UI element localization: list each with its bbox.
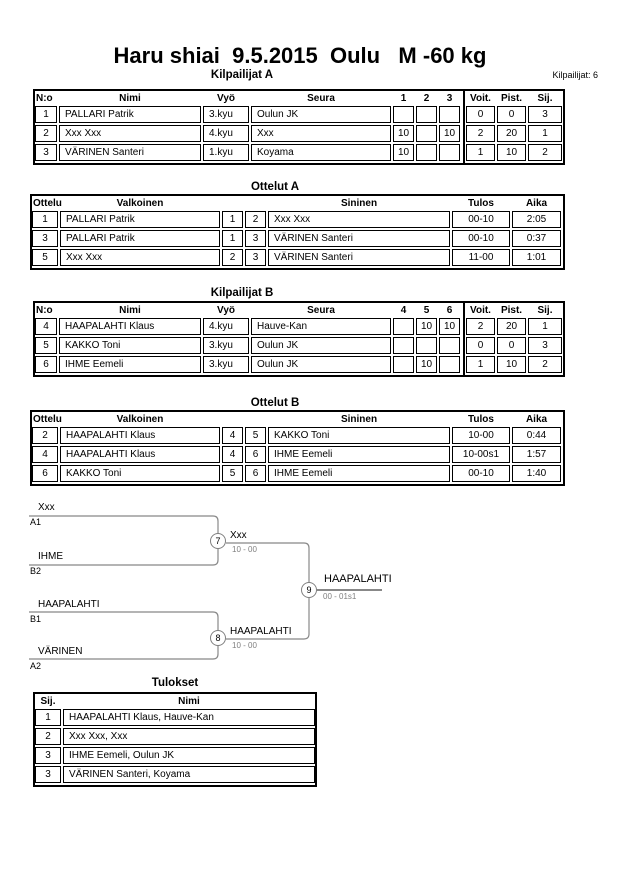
score-vs-5: 10 [416, 318, 437, 335]
result-row [35, 747, 315, 764]
match-time: 1:01 [512, 249, 561, 266]
blue-no: 3 [245, 230, 266, 247]
result-row [35, 766, 315, 783]
pool-b-table [33, 301, 565, 377]
col-header-club: Seura [307, 305, 335, 316]
matches-a-header-row [32, 196, 563, 211]
white-no: 5 [222, 465, 243, 482]
score-vs-1: 10 [393, 125, 414, 142]
col-header-m3: 3 [446, 93, 453, 104]
match-no: 1 [32, 211, 58, 228]
score-vs-1: 10 [393, 144, 414, 161]
col-header-m2: 2 [423, 93, 430, 104]
match-row [32, 465, 563, 482]
wins: 2 [466, 318, 495, 335]
results-header-row [35, 694, 315, 709]
match-no: 4 [32, 446, 58, 463]
col-header-time: Aika [525, 414, 548, 425]
col-header-no: N:o [36, 305, 53, 316]
blue-no: 5 [245, 427, 266, 444]
wins: 2 [466, 125, 495, 142]
place: 2 [528, 356, 562, 373]
competitor-name: VÄRINEN Santeri [59, 144, 201, 161]
competitor-club: Oulun JK [251, 356, 391, 373]
bracket-seed-label: B2 [30, 566, 42, 576]
blue-name: VÄRINEN Santeri [268, 230, 450, 247]
competitor-club: Xxx [251, 125, 391, 142]
pool-a-header-row [35, 91, 563, 106]
white-name: PALLARI Patrik [60, 211, 220, 228]
result-name: HAAPALAHTI Klaus, Hauve-Kan [63, 709, 315, 726]
col-header-club: Seura [307, 93, 335, 104]
competitor-row [35, 337, 563, 354]
blue-no: 3 [245, 249, 266, 266]
col-header-belt: Vyö [217, 305, 235, 316]
result-name: IHME Eemeli, Oulun JK [63, 747, 315, 764]
blue-no: 2 [245, 211, 266, 228]
wins: 1 [466, 356, 495, 373]
points: 10 [497, 356, 526, 373]
match-no: 6 [32, 465, 58, 482]
final-bracket [20, 495, 420, 677]
bracket-seed-name: HAAPALAHTI [38, 599, 100, 610]
competitor-name: PALLARI Patrik [59, 106, 201, 123]
match-result: 10-00 [452, 427, 510, 444]
score-vs-3 [439, 144, 460, 161]
result-name: VÄRINEN Santeri, Koyama [63, 766, 315, 783]
group-separator [463, 91, 465, 163]
match-result: 00-10 [452, 230, 510, 247]
pool-a-table [33, 89, 565, 165]
results-table [33, 692, 317, 787]
points: 20 [497, 125, 526, 142]
col-header-blue: Sininen [340, 198, 378, 209]
score-vs-6: 10 [439, 318, 460, 335]
col-header-result: Tulos [468, 414, 494, 425]
group-separator [463, 303, 465, 375]
competitor-no: 3 [35, 144, 57, 161]
white-no: 4 [222, 427, 243, 444]
score-vs-5: 10 [416, 356, 437, 373]
place: 1 [528, 318, 562, 335]
col-header-name: Nimi [119, 305, 141, 316]
competitor-belt: 4.kyu [203, 318, 249, 335]
result-place: 3 [35, 747, 61, 764]
competitor-club: Oulun JK [251, 106, 391, 123]
matches-a-table [30, 194, 565, 270]
col-header-blue: Sininen [340, 414, 378, 425]
blue-name: IHME Eemeli [268, 446, 450, 463]
semifinal-2-winner: HAAPALAHTI [230, 626, 292, 637]
competitor-row [35, 125, 563, 142]
score-vs-4 [393, 318, 414, 335]
col-header-white: Valkoinen [116, 414, 164, 425]
competitor-row [35, 356, 563, 373]
bracket-seed-label: B1 [30, 614, 42, 624]
bracket-seed-name: VÄRINEN [38, 646, 83, 657]
blue-no: 6 [245, 446, 266, 463]
match-9-number: 9 [301, 582, 317, 598]
competitor-belt: 4.kyu [203, 125, 249, 142]
white-name: HAAPALAHTI Klaus [60, 427, 220, 444]
wins: 0 [466, 337, 495, 354]
points: 0 [497, 106, 526, 123]
result-row [35, 728, 315, 745]
final-winner: HAAPALAHTI [324, 573, 392, 585]
col-header-m4: 4 [400, 305, 407, 316]
white-name: PALLARI Patrik [60, 230, 220, 247]
col-header-m5: 5 [423, 305, 430, 316]
page-title: Haru shiai 9.5.2015 Oulu M -60 kg [113, 43, 487, 68]
place: 3 [528, 337, 562, 354]
white-no: 4 [222, 446, 243, 463]
result-place: 2 [35, 728, 61, 745]
score-vs-2 [416, 106, 437, 123]
score-vs-6 [439, 337, 460, 354]
col-header-spacer [222, 412, 243, 427]
match-no: 2 [32, 427, 58, 444]
score-vs-4 [393, 337, 414, 354]
col-header-place: Sij. [537, 305, 553, 316]
bracket-seed-label: A1 [30, 517, 42, 527]
matches-a-title: Ottelut A [250, 181, 300, 193]
col-header-spacer [245, 196, 266, 211]
col-header-place: Sij. [40, 696, 56, 707]
competitor-belt: 1.kyu [203, 144, 249, 161]
col-header-belt: Vyö [217, 93, 235, 104]
match-8-number: 8 [210, 630, 226, 646]
white-no: 2 [222, 249, 243, 266]
wins: 0 [466, 106, 495, 123]
col-header-name: Nimi [178, 696, 200, 707]
match-result: 00-10 [452, 465, 510, 482]
match-time: 1:40 [512, 465, 561, 482]
match-result: 11-00 [452, 249, 510, 266]
score-vs-6 [439, 356, 460, 373]
col-header-place: Sij. [537, 93, 553, 104]
match-result: 10-00s1 [452, 446, 510, 463]
semifinal-1-winner: Xxx [230, 530, 247, 541]
result-name: Xxx Xxx, Xxx [63, 728, 315, 745]
match-no: 3 [32, 230, 58, 247]
competitor-no: 2 [35, 125, 57, 142]
col-header-wins: Voit. [470, 305, 491, 316]
competitor-belt: 3.kyu [203, 356, 249, 373]
score-vs-2 [416, 125, 437, 142]
col-header-white: Valkoinen [116, 198, 164, 209]
col-header-match: Ottelu [33, 414, 62, 425]
white-no: 1 [222, 230, 243, 247]
competitor-club: Hauve-Kan [251, 318, 391, 335]
wins: 1 [466, 144, 495, 161]
bracket-seed-name: Xxx [38, 502, 55, 513]
col-header-name: Nimi [119, 93, 141, 104]
place: 1 [528, 125, 562, 142]
match-time: 0:44 [512, 427, 561, 444]
points: 10 [497, 144, 526, 161]
competitor-belt: 3.kyu [203, 106, 249, 123]
match-row [32, 249, 563, 266]
blue-name: KAKKO Toni [268, 427, 450, 444]
competitor-row [35, 318, 563, 335]
matches-b-header-row [32, 412, 563, 427]
score-vs-3 [439, 106, 460, 123]
score-vs-5 [416, 337, 437, 354]
bracket-seed-label: A2 [30, 661, 42, 671]
blue-name: IHME Eemeli [268, 465, 450, 482]
col-header-result: Tulos [468, 198, 494, 209]
competitor-no: 6 [35, 356, 57, 373]
place: 2 [528, 144, 562, 161]
white-name: HAAPALAHTI Klaus [60, 446, 220, 463]
col-header-points: Pist. [500, 93, 523, 104]
score-vs-1 [393, 106, 414, 123]
col-header-m1: 1 [400, 93, 407, 104]
pool-b-title: Kilpailijat B [210, 287, 274, 299]
blue-no: 6 [245, 465, 266, 482]
competitor-no: 1 [35, 106, 57, 123]
competitor-no: 4 [35, 318, 57, 335]
result-place: 1 [35, 709, 61, 726]
match-time: 1:57 [512, 446, 561, 463]
points: 20 [497, 318, 526, 335]
white-no: 1 [222, 211, 243, 228]
matches-b-title: Ottelut B [250, 397, 300, 409]
final-score: 00 - 01s1 [323, 592, 357, 601]
results-title: Tulokset [151, 677, 199, 689]
match-7-number: 7 [210, 533, 226, 549]
points: 0 [497, 337, 526, 354]
match-row [32, 211, 563, 228]
competitor-club: Oulun JK [251, 337, 391, 354]
semifinal-1-score: 10 - 00 [232, 545, 257, 554]
match-row [32, 446, 563, 463]
col-header-match: Ottelu [33, 198, 62, 209]
match-no: 5 [32, 249, 58, 266]
result-place: 3 [35, 766, 61, 783]
semifinal-2-score: 10 - 00 [232, 641, 257, 650]
place: 3 [528, 106, 562, 123]
result-row [35, 709, 315, 726]
col-header-m6: 6 [446, 305, 453, 316]
competitor-belt: 3.kyu [203, 337, 249, 354]
col-header-spacer [222, 196, 243, 211]
competitor-name: HAAPALAHTI Klaus [59, 318, 201, 335]
col-header-wins: Voit. [470, 93, 491, 104]
pool-a-title: Kilpailijat A [210, 69, 274, 81]
score-vs-2 [416, 144, 437, 161]
pool-b-header-row [35, 303, 563, 318]
match-row [32, 230, 563, 247]
competitor-name: Xxx Xxx [59, 125, 201, 142]
blue-name: Xxx Xxx [268, 211, 450, 228]
white-name: KAKKO Toni [60, 465, 220, 482]
white-name: Xxx Xxx [60, 249, 220, 266]
match-row [32, 427, 563, 444]
competitor-row [35, 106, 563, 123]
competitor-name: KAKKO Toni [59, 337, 201, 354]
score-vs-3: 10 [439, 125, 460, 142]
col-header-spacer [245, 412, 266, 427]
bracket-seed-name: IHME [38, 551, 63, 562]
competitor-club: Koyama [251, 144, 391, 161]
score-vs-4 [393, 356, 414, 373]
matches-b-table [30, 410, 565, 486]
competitors-count: Kilpailijat: 6 [552, 70, 598, 80]
competitor-no: 5 [35, 337, 57, 354]
competitor-row [35, 144, 563, 161]
col-header-time: Aika [525, 198, 548, 209]
blue-name: VÄRINEN Santeri [268, 249, 450, 266]
match-result: 00-10 [452, 211, 510, 228]
competitor-name: IHME Eemeli [59, 356, 201, 373]
col-header-no: N:o [36, 93, 53, 104]
match-time: 0:37 [512, 230, 561, 247]
col-header-points: Pist. [500, 305, 523, 316]
match-time: 2:05 [512, 211, 561, 228]
